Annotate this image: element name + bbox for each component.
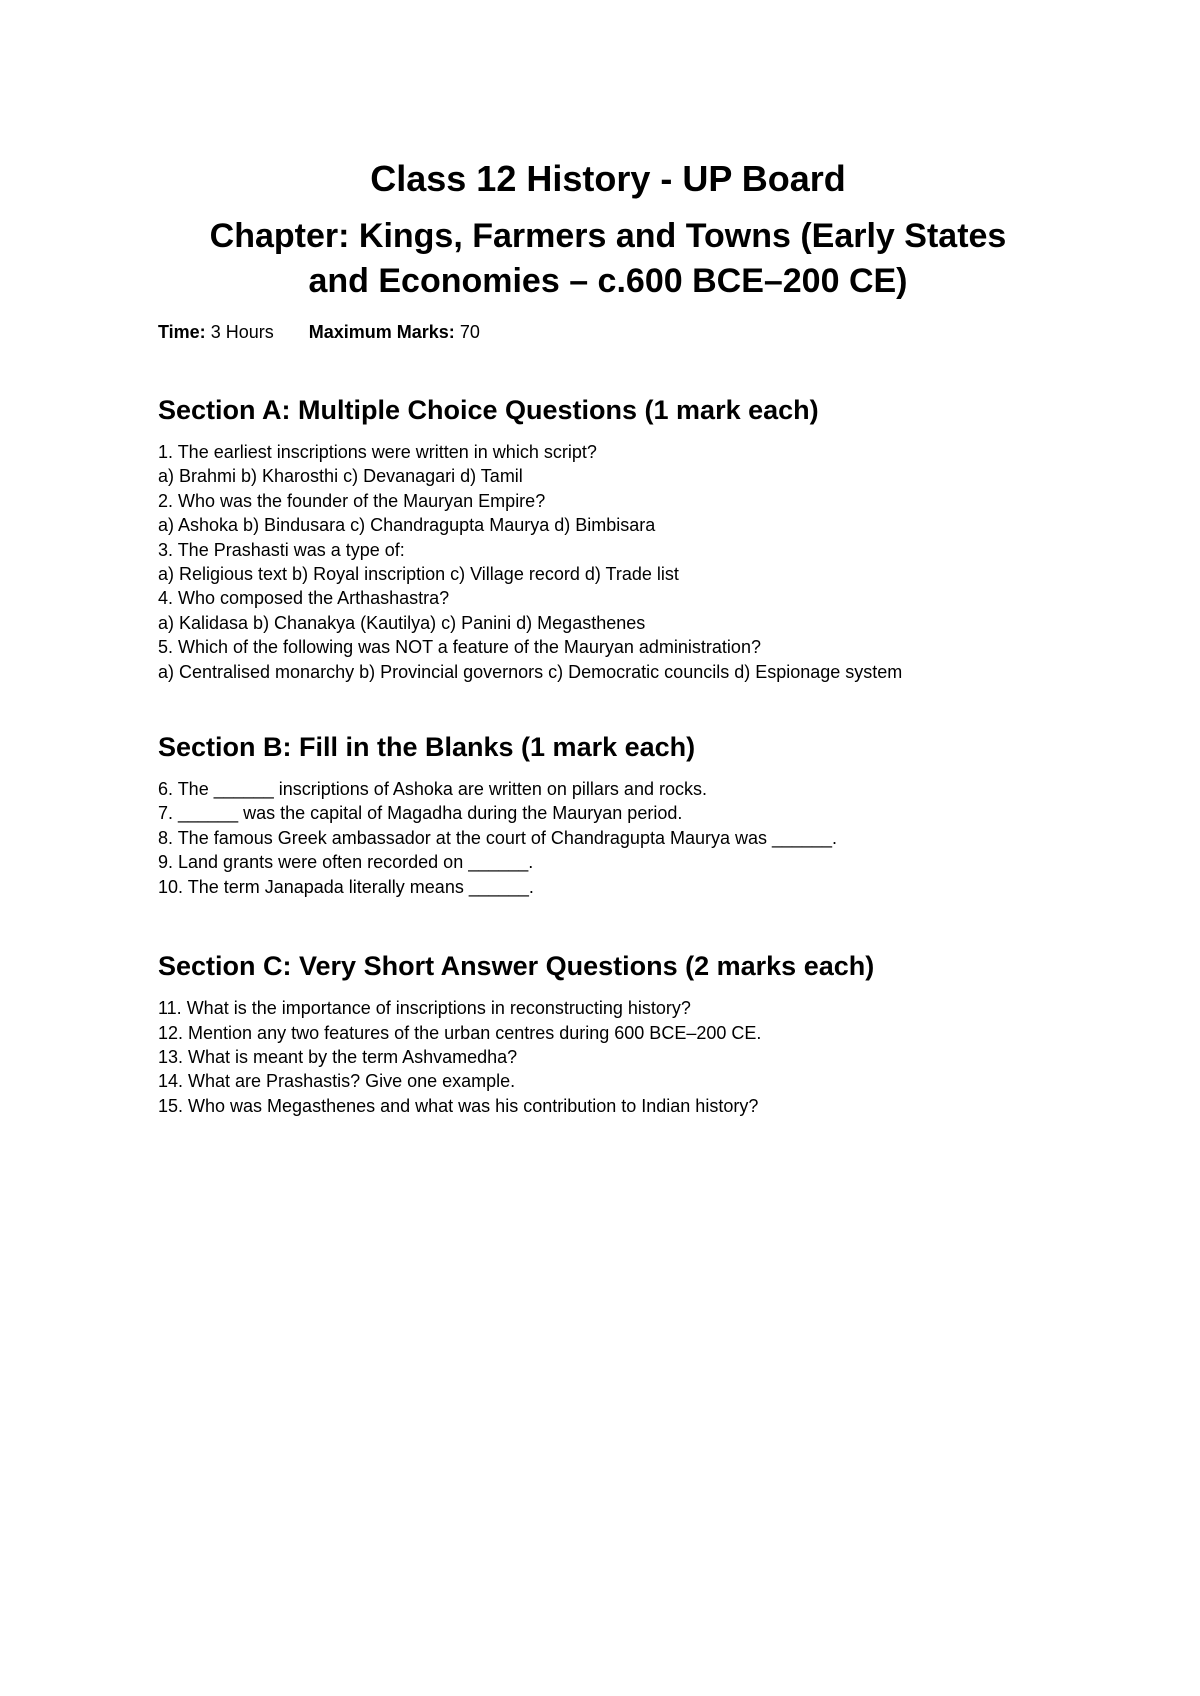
list-item: 8. The famous Greek ambassador at the court of Chandragupta Maurya was ______.: [158, 827, 838, 848]
page-title: Class 12 History - UP Board: [370, 158, 846, 199]
list-item: 5. Which of the following was NOT a feature of the Mauryan administration?: [158, 637, 761, 658]
section-b-title: Section B: Fill in the Blanks (1 mark each): [158, 732, 696, 763]
list-item: 6. The ______ inscriptions of Ashoka are written on pillars and rocks.: [158, 779, 707, 800]
chapter-title-line-1: Chapter: Kings, Farmers and Towns (Early States: [209, 217, 1007, 255]
list-item: a) Kalidasa b) Chanakya (Kautilya) c) Panini d) Megasthenes: [158, 612, 646, 633]
section-a-title: Section A: Multiple Choice Questions (1 mark each): [158, 395, 819, 425]
marks-value: 70: [459, 322, 480, 342]
list-item: a) Ashoka b) Bindusara c) Chandragupta Maurya d) Bimbisara: [158, 515, 656, 536]
exam-meta: [158, 320, 1058, 344]
list-item: 2. Who was the founder of the Mauryan Empire?: [158, 490, 546, 511]
list-item: 4. Who composed the Arthashastra?: [158, 588, 450, 609]
list-item: 3. The Prashasti was a type of:: [158, 539, 405, 560]
list-item: a) Religious text b) Royal inscription c) Village record d) Trade list: [158, 564, 679, 585]
list-item: 13. What is meant by the term Ashvamedha?: [158, 1046, 518, 1067]
list-item: a) Centralised monarchy b) Provincial governors c) Democratic councils d) Espionage system: [158, 661, 903, 682]
list-item: 9. Land grants were often recorded on ______.: [158, 852, 534, 873]
list-item: 14. What are Prashastis? Give one example.: [158, 1071, 516, 1092]
chapter-title: [158, 214, 1058, 304]
chapter-title-line-2: and Economies – c.600 BCE–200 CE): [308, 262, 908, 300]
section-a-questions: [158, 440, 1058, 684]
time-label: Time:: [158, 322, 206, 342]
list-item: 11. What is the importance of inscriptions in reconstructing history?: [158, 998, 691, 1019]
list-item: 1. The earliest inscriptions were written in which script?: [158, 442, 597, 462]
list-item: 12. Mention any two features of the urban centres during 600 BCE–200 CE.: [158, 1022, 762, 1043]
marks-label: Maximum Marks:: [308, 322, 455, 342]
list-item: 10. The term Janapada literally means ______.: [158, 876, 534, 897]
section-c-questions: [158, 996, 1058, 1118]
list-item: a) Brahmi b) Kharosthi c) Devanagari d) Tamil: [158, 466, 523, 487]
section-b-questions: [158, 777, 1058, 899]
section-c-title: Section C: Very Short Answer Questions (2 marks each): [158, 951, 875, 982]
list-item: 7. ______ was the capital of Magadha during the Mauryan period.: [158, 803, 683, 824]
document-content: [158, 158, 1058, 1118]
time-value: 3 Hours: [210, 322, 274, 342]
list-item: 15. Who was Megasthenes and what was his contribution to Indian history?: [158, 1095, 759, 1116]
